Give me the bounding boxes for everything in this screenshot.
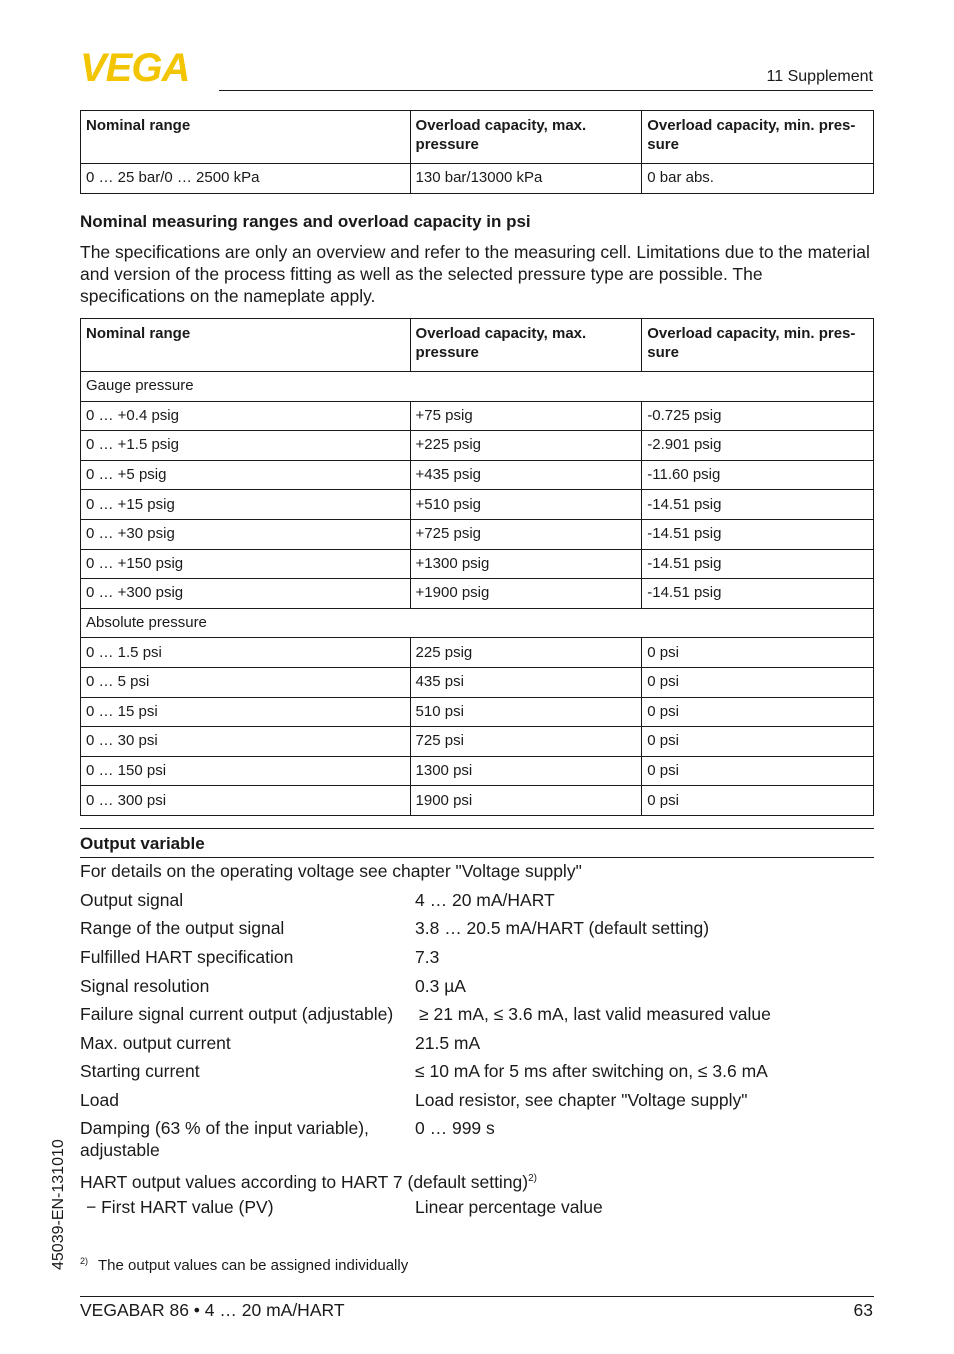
table-cell: 0 … 15 psi [81,697,411,727]
table-cell: -14.51 psig [642,549,874,579]
document-number: 45039-EN-131010 [50,1139,67,1270]
spec-key: Failure signal current output (adjustable) [80,1004,394,1024]
footnote-ref: 2) [528,1173,538,1184]
table-row [81,431,874,461]
spec-value: 0 … 999 s [415,1118,495,1138]
table-cell: 0 … +300 psig [81,579,411,609]
spec-value: 7.3 [415,947,440,967]
table-cell: +510 psig [410,490,642,520]
bar-range-table [80,110,874,194]
spec-value: 3.8 … 20.5 mA/HART (default setting) [415,918,710,938]
hart-output-line [80,1168,870,1193]
page-number: 63 [853,1300,873,1320]
table-cell: 0 … 150 psi [81,756,411,786]
footnote [80,1256,408,1274]
table-cell: 0 … +30 psig [81,519,411,549]
column-header: Nominal range [81,111,411,164]
table-cell: 510 psi [410,697,642,727]
spec-value: ≥ 21 mA, ≤ 3.6 mA, last valid measured value [419,1004,771,1024]
table-cell: -2.901 psig [642,431,874,461]
table-cell: 0 … +0.4 psig [81,401,411,431]
footer-product: VEGABAR 86 • 4 … 20 mA/HART [80,1300,345,1320]
spec-key: Max. output current [80,1033,231,1053]
table-row [81,460,874,490]
hart-output-text: HART output values according to HART 7 (default setting) [80,1171,529,1192]
psi-range-table [80,318,874,816]
table-cell: 435 psi [410,667,642,697]
table-header-row [81,319,874,372]
table-cell: +1300 psig [410,549,642,579]
table-row [81,164,874,194]
table-cell: 725 psi [410,727,642,757]
table-row [81,638,874,668]
table-header-row [81,111,874,164]
spec-key: Fulfilled HART specification [80,947,294,967]
spec-key: Load [80,1090,119,1110]
table-row [81,786,874,816]
table-cell: 0 psi [642,667,874,697]
psi-section-heading: Nominal measuring ranges and overload capacity in psi [80,212,531,231]
table-cell: -0.725 psig [642,401,874,431]
footnote-mark: 2) [80,1256,89,1266]
table-cell: 0 psi [642,756,874,786]
table-cell: 0 … 1.5 psi [81,638,411,668]
spec-value: Linear percentage value [415,1197,603,1217]
table-row [81,490,874,520]
table-cell: -14.51 psig [642,490,874,520]
table-row [81,549,874,579]
spec-key: Starting current [80,1061,200,1081]
vega-logo-text: VEGA [80,50,190,84]
table-cell: 0 psi [642,638,874,668]
output-intro: For details on the operating voltage see chapter "Voltage supply" [80,861,582,881]
table-cell: 0 … +5 psig [81,460,411,490]
section-label: 11 Supplement [766,68,873,85]
table-cell: 0 … 25 bar/0 … 2500 kPa [81,164,411,194]
output-variable-heading: Output variable [80,834,205,853]
table-cell: +225 psig [410,431,642,461]
table-cell: +1900 psig [410,579,642,609]
table-cell: 0 … +15 psig [81,490,411,520]
table-row [81,519,874,549]
spec-value: 4 … 20 mA/HART [415,890,555,910]
table-row [81,579,874,609]
spec-key: Range of the output signal [80,918,285,938]
group-label: Absolute pressure [81,608,874,638]
column-header: Overload capacity, min. pres- sure [642,319,874,372]
table-group-row [81,608,874,638]
spec-key: − First HART value (PV) [86,1197,274,1217]
table-group-row [81,372,874,402]
spec-value: Load resistor, see chapter "Voltage supply" [415,1090,748,1110]
table-cell: -14.51 psig [642,579,874,609]
table-cell: 0 … 300 psi [81,786,411,816]
table-cell: +75 psig [410,401,642,431]
table-cell: 0 … 30 psi [81,727,411,757]
table-cell: +435 psig [410,460,642,490]
table-cell: 1900 psi [410,786,642,816]
table-cell: 0 psi [642,786,874,816]
table-cell: +725 psig [410,519,642,549]
table-row [81,667,874,697]
table-cell: 0 … 5 psi [81,667,411,697]
spec-key: Damping (63 % of the input variable), adjustable [80,1118,369,1160]
group-label: Gauge pressure [81,372,874,402]
spec-key: Output signal [80,890,184,910]
table-cell: 0 psi [642,727,874,757]
table-cell: 0 bar abs. [642,164,874,194]
output-variable-header [80,828,874,858]
table-row [81,697,874,727]
table-cell: 225 psig [410,638,642,668]
table-row [81,401,874,431]
vega-logo [80,50,212,84]
spec-value: ≤ 10 mA for 5 ms after switching on, ≤ 3.6 mA [415,1061,768,1081]
table-cell: 0 … +1.5 psig [81,431,411,461]
table-cell: 130 bar/13000 kPa [410,164,642,194]
column-header: Overload capacity, max. pressure [410,319,642,372]
spec-key: Signal resolution [80,976,210,996]
table-row [81,756,874,786]
column-header: Overload capacity, min. pres- sure [642,111,874,164]
table-row [81,727,874,757]
spec-value: 21.5 mA [415,1033,481,1053]
spec-value: 0.3 µA [415,976,466,996]
footnote-text: The output values can be assigned individually [98,1257,409,1274]
table-cell: 1300 psi [410,756,642,786]
table-cell: 0 psi [642,697,874,727]
table-cell: -14.51 psig [642,519,874,549]
footer-rule [80,1296,874,1297]
table-cell: -11.60 psig [642,460,874,490]
column-header: Nominal range [81,319,411,372]
header-rule [219,90,873,91]
column-header: Overload capacity, max. pressure [410,111,642,164]
psi-section-paragraph: The specifications are only an overview and refer to the measuring cell. Limitations due to the material and version of the process fitting as well as the selected pressure type are possible. The specifications on the nameplate apply. [80,242,870,306]
table-cell: 0 … +150 psig [81,549,411,579]
